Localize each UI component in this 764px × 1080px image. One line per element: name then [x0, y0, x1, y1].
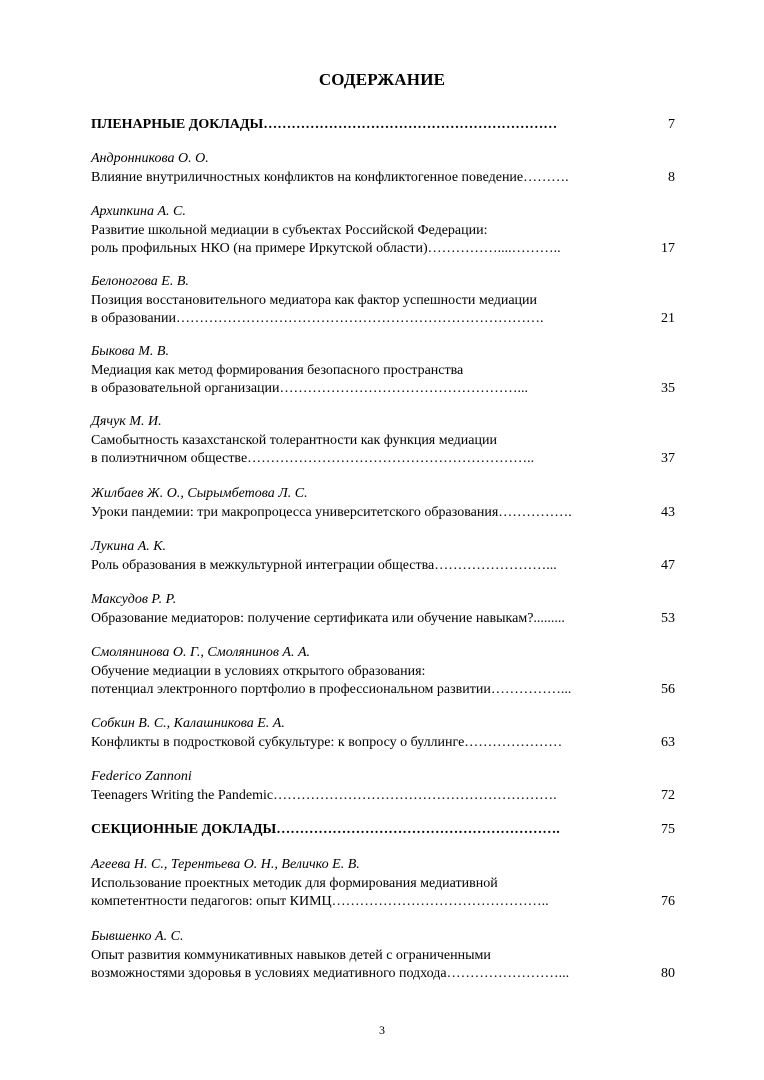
toc-entry[interactable]	[91, 413, 675, 468]
toc-entry[interactable]	[91, 928, 675, 983]
entry-title-line: Роль образования в межкультурной интеграции общества……………………...	[91, 558, 557, 573]
page-number: 43	[661, 505, 675, 520]
entry-title-line: роль профильных НКО (на примере Иркутской области)……………....………..	[91, 241, 561, 256]
entry-authors: Собкин В. С., Калашникова Е. А.	[91, 716, 285, 731]
page-number: 75	[661, 822, 675, 837]
entry-title-line: Медиация как метод формирования безопасного пространства	[91, 363, 464, 378]
page-number: 56	[661, 682, 675, 697]
toc-entry[interactable]	[91, 485, 675, 522]
entry-title-line: Развитие школьной медиации в субъектах Российской Федерации:	[91, 223, 488, 238]
entry-authors: Максудов Р. Р.	[91, 592, 177, 607]
entry-title-line: в образовательной организации……………………………………………...	[91, 381, 529, 396]
entry-authors: Federico Zannoni	[91, 769, 192, 784]
entry-title-line: возможностями здоровья в условиях медиативного подхода……………………...	[91, 966, 570, 981]
toc-entry[interactable]	[91, 715, 675, 752]
section-label: ПЛЕНАРНЫЕ ДОКЛАДЫ………………………………………………………	[91, 117, 558, 132]
page-number: 17	[661, 241, 675, 256]
entry-authors: Дячук М. И.	[91, 414, 162, 429]
entry-title-line: Уроки пандемии: три макропроцесса университетского образования…………….	[91, 505, 572, 520]
toc-section-sectional[interactable]	[91, 821, 675, 839]
entry-title-line: в образовании…………………………………………………………………….	[91, 311, 544, 326]
toc-entry[interactable]	[91, 538, 675, 575]
page-number: 47	[661, 558, 675, 573]
toc-entry[interactable]	[91, 591, 675, 628]
page-number: 76	[661, 894, 675, 909]
entry-title-line: Обучение медиации в условиях открытого образования:	[91, 664, 426, 679]
toc-section-plenary[interactable]	[91, 116, 675, 134]
toc-entry[interactable]	[91, 856, 675, 911]
entry-title-line: в полиэтничном обществе……………………………………………………..	[91, 451, 535, 466]
entry-authors: Агеева Н. С., Терентьева О. Н., Величко Е. В.	[91, 857, 360, 872]
entry-title-line: Самобытность казахстанской толерантности как функция медиации	[91, 433, 497, 448]
toc-entry[interactable]	[91, 644, 675, 699]
entry-authors: Архипкина А. С.	[91, 204, 186, 219]
page-number: 7	[668, 117, 675, 132]
entry-title-line: Образование медиаторов: получение сертификата или обучение навыкам?.........	[91, 611, 565, 626]
entry-authors: Быкова М. В.	[91, 344, 169, 359]
entry-title-line: Конфликты в подростковой субкультуре: к вопросу о буллинге…………………	[91, 735, 563, 750]
footer-page-number: 3	[379, 1023, 385, 1037]
entry-title-line: Позиция восстановительного медиатора как фактор успешности медиации	[91, 293, 538, 308]
toc-entry[interactable]	[91, 203, 675, 258]
toc-entry[interactable]	[91, 273, 675, 328]
entry-authors: Жилбаев Ж. О., Сырымбетова Л. С.	[91, 486, 308, 501]
page-number: 8	[668, 170, 675, 185]
entry-title-line: Влияние внутриличностных конфликтов на конфликтогенное поведение……….	[91, 170, 569, 185]
entry-title-line: потенциал электронного портфолио в профессиональном развитии……………...	[91, 682, 572, 697]
toc-entry[interactable]	[91, 768, 675, 805]
entry-authors: Андронникова О. О.	[91, 151, 209, 166]
page-number: 37	[661, 451, 675, 466]
entry-title-line: Использование проектных методик для формирования медиативной	[91, 876, 498, 891]
toc-entry[interactable]	[91, 343, 675, 398]
entry-authors: Бывшенко А. С.	[91, 929, 184, 944]
page-number: 35	[661, 381, 675, 396]
entry-title-line: Teenagers Writing the Pandemic…………………………………………………….	[91, 788, 557, 803]
page-number: 72	[661, 788, 675, 803]
toc-entry[interactable]	[91, 150, 675, 187]
page-number: 80	[661, 966, 675, 981]
entry-authors: Белоногова Е. В.	[91, 274, 189, 289]
section-label: СЕКЦИОННЫЕ ДОКЛАДЫ…………………………………………………….	[91, 822, 560, 837]
entry-title-line: Опыт развития коммуникативных навыков детей с ограниченными	[91, 948, 491, 963]
entry-authors: Лукина А. К.	[91, 539, 167, 554]
page-title: СОДЕРЖАНИЕ	[318, 70, 446, 89]
page-number: 21	[661, 311, 675, 326]
page-number: 63	[661, 735, 675, 750]
entry-title-line: компетентности педагогов: опыт КИМЦ………………………………………..	[91, 894, 549, 909]
entry-authors: Смолянинова О. Г., Смолянинов А. А.	[91, 645, 311, 660]
page-number: 53	[661, 611, 675, 626]
